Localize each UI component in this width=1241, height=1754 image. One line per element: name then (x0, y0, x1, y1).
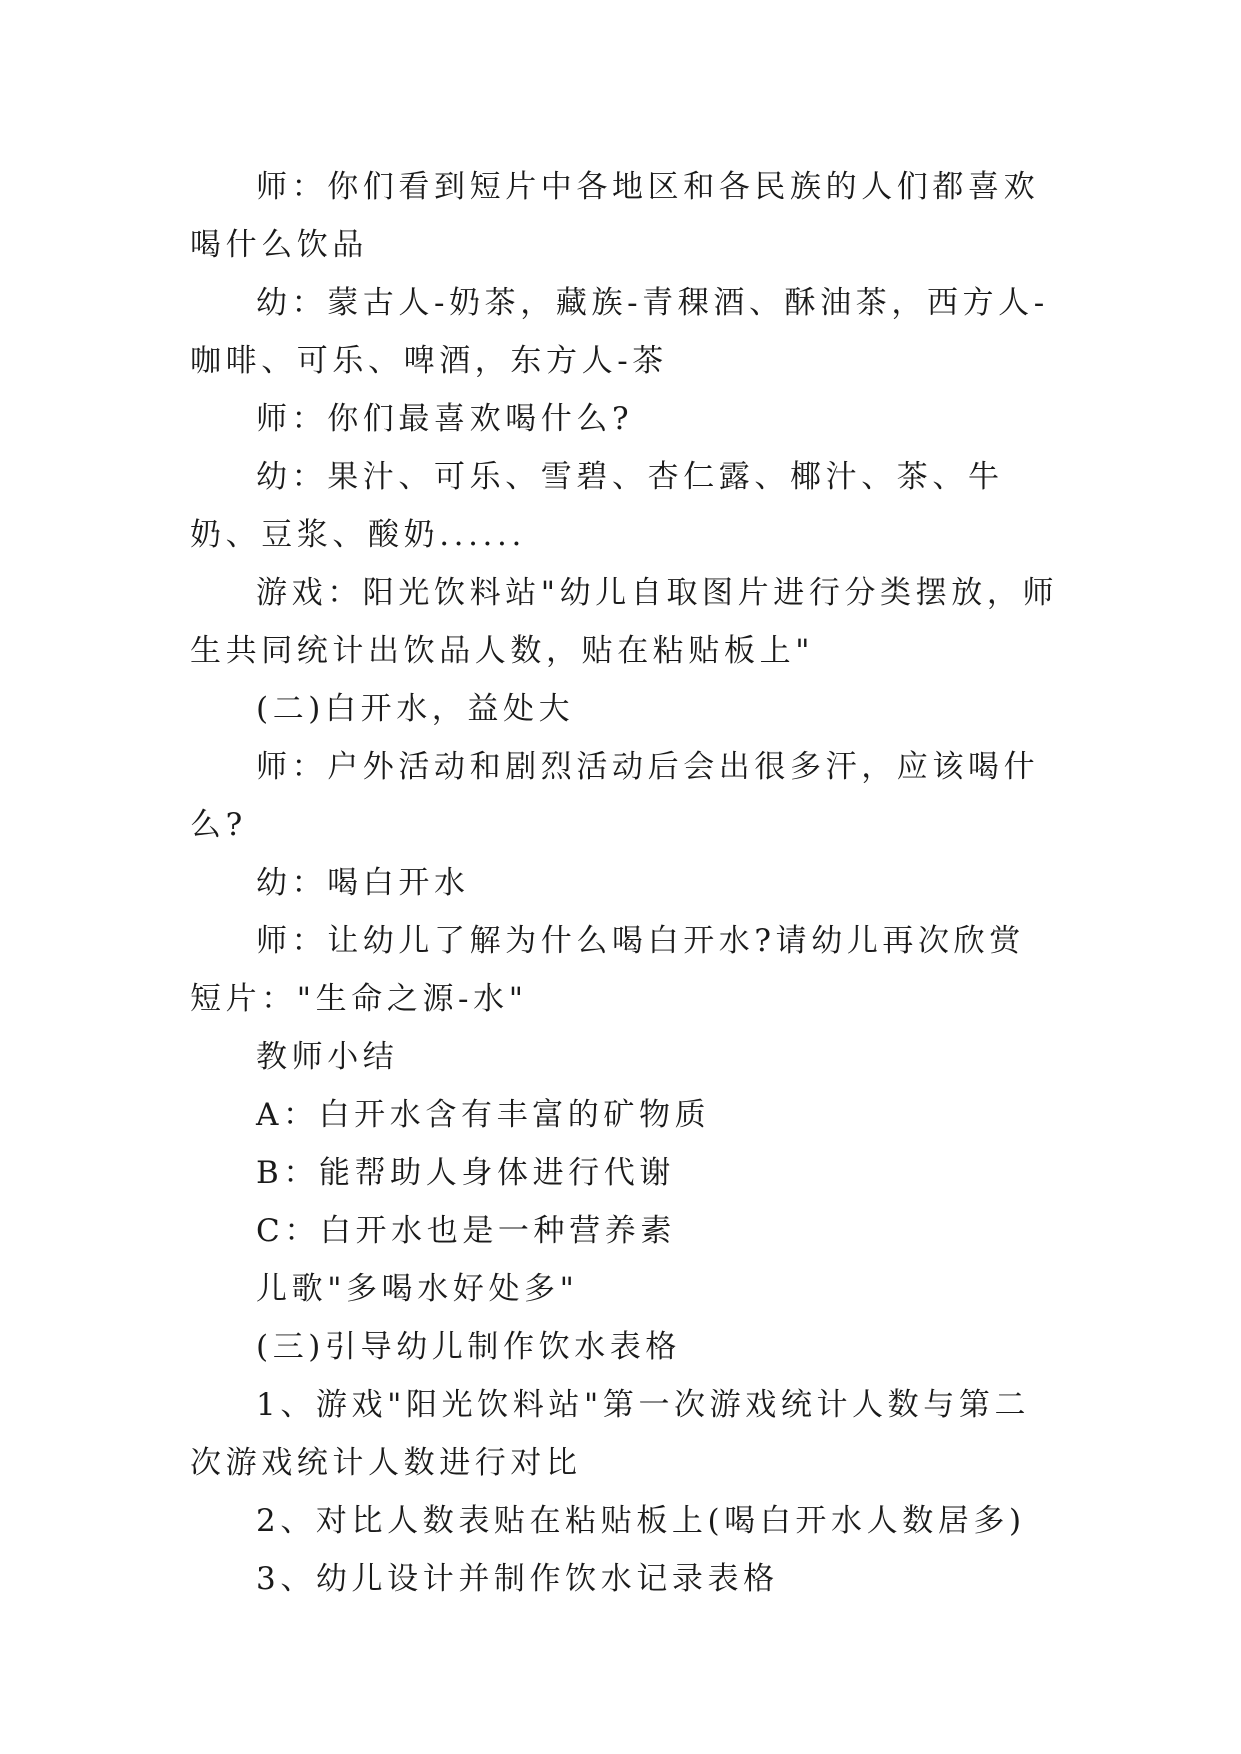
list-item-1: 1、游戏"阳光饮料站"第一次游戏统计人数与第二次游戏统计人数进行对比 (190, 1387, 1031, 1481)
section-heading-two: (二)白开水，益处大 (256, 691, 575, 727)
paragraph-teacher-summary-heading: 教师小结 (256, 1039, 399, 1075)
paragraph-child-favorite-answer: 幼：果汁、可乐、雪碧、杏仁露、椰汁、茶、牛奶、豆浆、酸奶...... (190, 459, 1004, 553)
list-item-2: 2、对比人数表贴在粘贴板上(喝白开水人数居多) (256, 1503, 1026, 1539)
summary-item-b: B：能帮助人身体进行代谢 (256, 1155, 675, 1191)
paragraph-teacher-why-water: 师：让幼儿了解为什么喝白开水?请幼儿再次欣赏短片："生命之源-水" (190, 923, 1025, 1017)
section-heading-three: (三)引导幼儿制作饮水表格 (256, 1329, 681, 1365)
paragraph-teacher-sweat-question: 师：户外活动和剧烈活动后会出很多汗，应该喝什么? (190, 749, 1040, 843)
paragraph-game-sunshine-station: 游戏：阳光饮料站"幼儿自取图片进行分类摆放，师生共同统计出饮品人数，贴在粘贴板上" (190, 575, 1059, 669)
summary-item-c: C：白开水也是一种营养素 (256, 1213, 676, 1249)
document-body (190, 158, 1060, 1608)
summary-item-a: A：白开水含有丰富的矿物质 (256, 1097, 711, 1133)
paragraph-child-water-answer: 幼：喝白开水 (256, 865, 470, 901)
list-item-3: 3、幼儿设计并制作饮水记录表格 (256, 1561, 779, 1597)
paragraph-nursery-rhyme: 儿歌"多喝水好处多" (256, 1271, 579, 1307)
paragraph-child-answer-regions: 幼：蒙古人-奶茶，藏族-青稞酒、酥油茶，西方人-咖啡、可乐、啤酒，东方人-茶 (190, 285, 1049, 379)
paragraph-teacher-question-drinks: 师：你们看到短片中各地区和各民族的人们都喜欢喝什么饮品 (190, 169, 1040, 263)
paragraph-teacher-favorite-question: 师：你们最喜欢喝什么? (256, 401, 634, 437)
